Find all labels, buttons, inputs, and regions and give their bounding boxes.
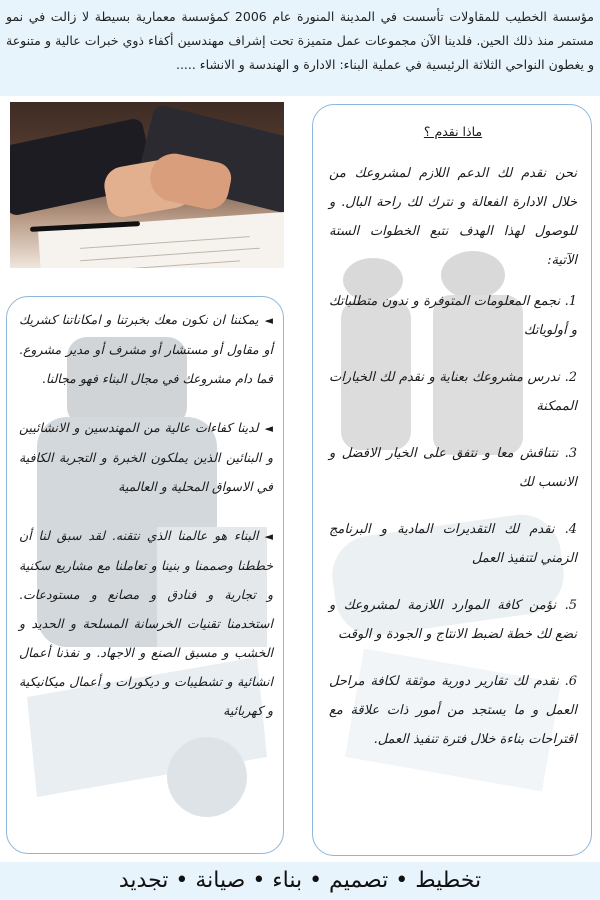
- offer-step: 3. نتناقش معا و نتفق على الخيار الافضل و الانسب لك: [329, 446, 577, 490]
- offer-step: 5. نؤمن كافة الموارد اللازمة لمشروعك و نضع لك خطة لضبط الانتاج و الجودة و الوقت: [329, 598, 577, 642]
- offer-panel: [312, 104, 592, 856]
- offer-step: 2. ندرس مشروعك بعناية و نقدم لك الخيارات الممكنة: [329, 370, 577, 414]
- intro-text: مؤسسة الخطيب للمقاولات تأسست في المدينة المنورة عام 2006 كمؤسسة معمارية بسيطة لا زالت في نمو مستمر منذ ذلك الحين. فلدينا الآن مجموعات عمل متميزة تحت إشراف مهندسين أكفاء ذوي خبرات عالية و متنوعة و يغطون النواحي الثلاثة الرئيسية في عملية البناء: الادارة و الهندسة و الانشاء .....: [6, 9, 594, 72]
- offer-step: 1. نجمع المعلومات المتوفرة و ندون متطلباتك و أولوياتك: [329, 294, 577, 338]
- offer-step: 6. نقدم لك تقارير دورية موثقة لكافة مراحل العمل و ما يستجد من أمور ذات علاقة مع اقتراحات بناءة خلال فترة تنفيذ العمل.: [329, 674, 577, 747]
- service-paragraph: لدينا كفاءات عالية من المهندسين و الانشائيين و البنائين الذين يملكون الخبرة و التجربة الكافية في الاسواق المحلية و العالمية: [19, 420, 273, 494]
- handshake-photo: [10, 102, 284, 268]
- arrow-bullet-icon: ◄: [264, 314, 273, 327]
- arrow-bullet-icon: ◄: [264, 422, 273, 435]
- service-paragraph: البناء هو عالمنا الذي نتقنه. لقد سبق لنا أن خططنا وصممنا و بنينا و تعاملنا مع مشاريع سكنية و تجارية و فنادق و مصانع و مستودعات. استخدمنا تقنيات الخرسانة المسلحة و الحديد و الخشب و مسبق الصنع و الاجهاد. و نفذنا أعمال انشائية و تشطيبات و ديكورات و أعمال ميكانيكية و كهربائية: [19, 528, 273, 718]
- service-paragraph: يمكننا ان نكون معك بخبرتنا و امكاناتنا كشريك أو مقاول أو مستشار أو مشرف أو مدير مشروع. فما دام مشروعك في مجال البناء فهو مجالنا.: [19, 312, 273, 386]
- offer-title: ماذا نقدم ؟: [423, 124, 483, 139]
- arrow-bullet-icon: ◄: [264, 530, 273, 543]
- intro-header: [0, 0, 600, 96]
- services-panel: [6, 296, 284, 854]
- offer-step: 4. نقدم لك التقديرات المادية و البرنامج الزمني لتنفيذ العمل: [329, 522, 577, 566]
- offer-intro: نحن نقدم لك الدعم اللازم لمشروعك من خلال الادارة الفعالة و نترك لك راحة البال. و للوصول لهذا الهدف نتبع الخطوات الستة الآتية:: [329, 166, 577, 268]
- footer-text: تخطيط • تصميم • بناء • صيانة • تجديد: [118, 868, 482, 893]
- services-footer: [0, 862, 600, 900]
